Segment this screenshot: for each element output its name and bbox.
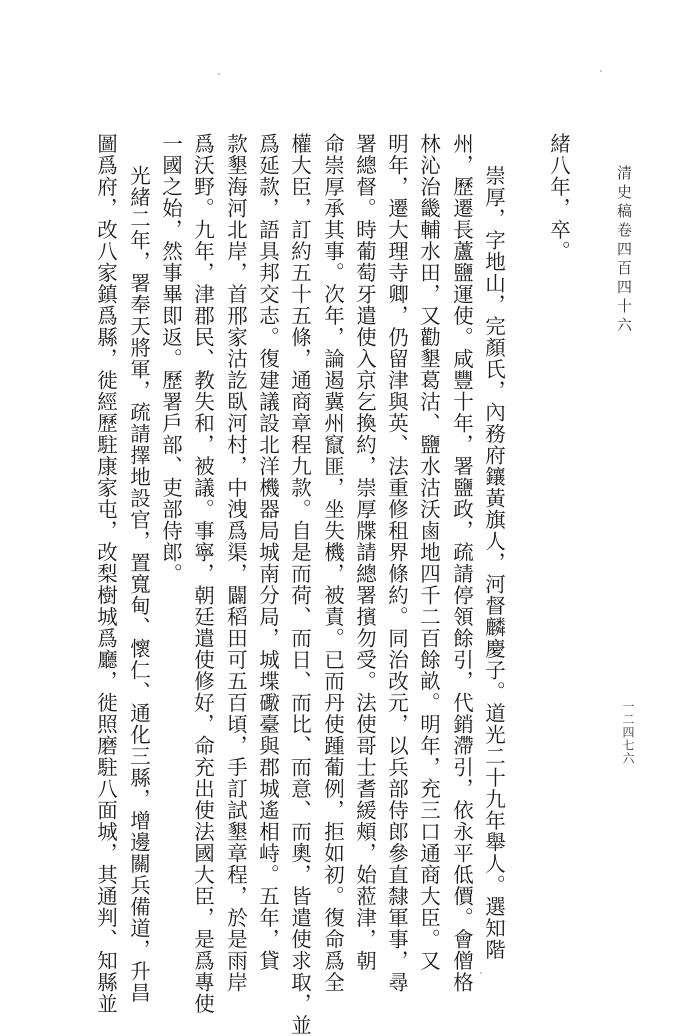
page-number: 一二四七六	[621, 700, 635, 765]
text-column: 明年，遷大理寺卿，仍留津與英、法重修租界條約。同治改元，以兵部侍郎參直隸軍事，尋	[384, 133, 409, 993]
scan-speck	[218, 73, 220, 75]
text-column: 一國之始，然事畢即返。歷署戶部、吏部侍郎。	[158, 133, 183, 585]
running-header: 清史稿卷四百四十六	[615, 165, 633, 336]
text-column: 州，歷遷長蘆鹽運使。咸豐十年，署鹽政，疏請停領餘引，代銷滯引，依永平低價。會僧格	[449, 133, 474, 993]
scan-speck	[600, 70, 602, 72]
text-column: 命崇厚承其事。次年，論遏冀州竄匪，坐失機，被責。已而丹使踵葡例，拒如初。復命爲全	[320, 133, 345, 993]
text-column: 署總督。時葡萄牙遣使入京乞換約，崇厚牒請總署擯勿受。法使哥士耆緩頰，始蒞津，朝	[352, 133, 377, 972]
text-column: 爲延款，語具邦交志。復建議設北洋機器局城南分局，城堞礮臺與郡城遙相峙。五年，貸	[255, 133, 280, 972]
text-column: 光緒二年，署奉天將軍，疏請擇地設官，置寬甸、懷仁、通化三縣，增邊關兵備道，升昌	[126, 165, 151, 1004]
text-column: 圖爲府，改八家鎮爲縣，徙經歷駐康家屯，改梨樹城爲廳，徙照磨駐八面城，其通判、知縣並	[93, 133, 118, 1015]
scan-speck	[480, 972, 482, 974]
text-column: 款墾海河北岸，首邢家沽訖臥河村，中洩爲渠，闢稻田可五百頃，手訂試墾章程，於是雨岸	[223, 133, 248, 993]
text-column: 崇厚，字地山，完顏氏，內務府鑲黃旗人，河督麟慶子。道光二十九年舉人。選知階	[481, 165, 506, 961]
text-column: 權大臣，訂約五十五條，通商章程九款。自是而荷、而日、而比、而意、而奧，皆遣使求取，並	[287, 133, 312, 1036]
text-column: 爲沃野。九年，津郡民、教失和，被議。事寧，朝廷遣使修好，命充出使法國大臣，是爲專使	[190, 133, 215, 1015]
text-column: 緒八年，卒。	[546, 133, 571, 262]
text-column: 林沁治畿輔水田，又勸墾葛沽、鹽水沽沃鹵地四千二百餘畝。明年，充三口通商大臣。又	[416, 133, 441, 972]
